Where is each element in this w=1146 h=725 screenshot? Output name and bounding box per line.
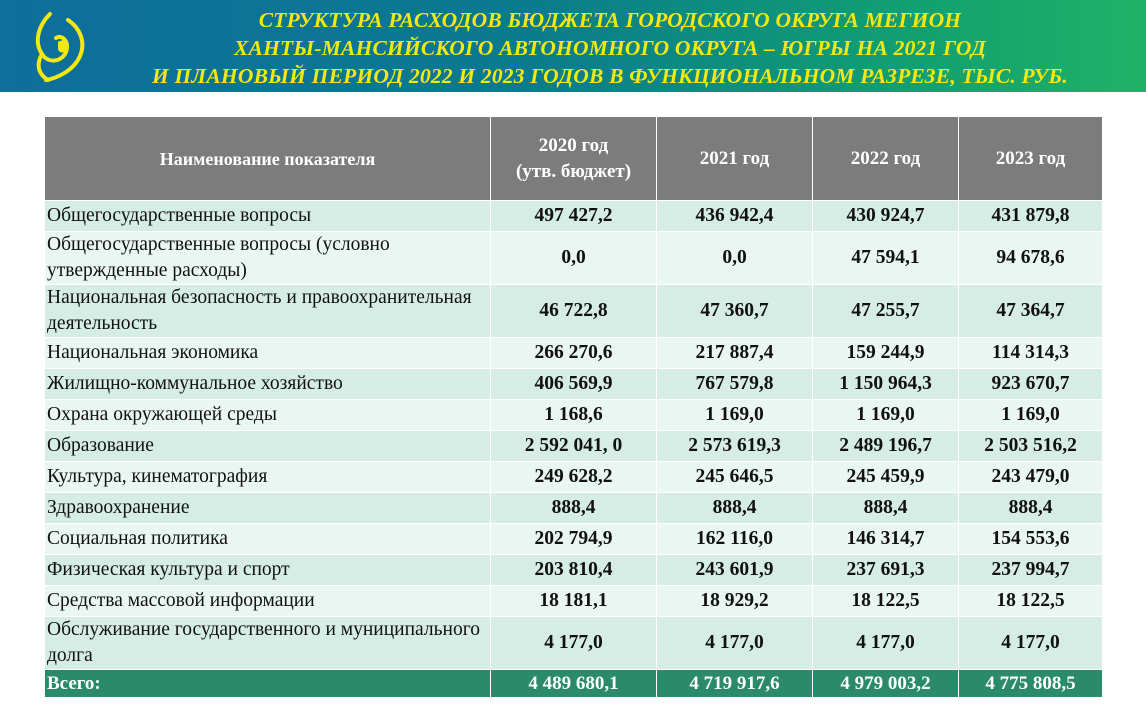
row-label: Жилищно-коммунальное хозяйство — [45, 369, 491, 400]
cell-2023: 431 879,8 — [959, 201, 1103, 232]
cell-2021: 162 116,0 — [657, 524, 813, 555]
row-label: Общегосударственные вопросы — [45, 201, 491, 232]
column-header-name: Наименование показателя — [45, 117, 491, 201]
cell-2023: 243 479,0 — [959, 462, 1103, 493]
column-header-2022: 2022 год — [813, 117, 959, 201]
row-label: Культура, кинематография — [45, 462, 491, 493]
cell-2020: 888,4 — [491, 493, 657, 524]
cell-2020: 4 177,0 — [491, 617, 657, 670]
total-2021: 4 719 917,6 — [657, 670, 813, 698]
cell-2020: 1 168,6 — [491, 400, 657, 431]
row-label: Общегосударственные вопросы (условно утвержденные расходы) — [45, 232, 491, 285]
cell-2022: 888,4 — [813, 493, 959, 524]
cell-2020: 497 427,2 — [491, 201, 657, 232]
row-label: Здравоохранение — [45, 493, 491, 524]
cell-2022: 245 459,9 — [813, 462, 959, 493]
cell-2023: 94 678,6 — [959, 232, 1103, 285]
column-header-2020-line1: 2020 год — [538, 134, 609, 156]
header-banner — [0, 0, 1146, 92]
cell-2022: 18 122,5 — [813, 586, 959, 617]
cell-2023: 154 553,6 — [959, 524, 1103, 555]
table-row — [45, 493, 1103, 524]
cell-2021: 245 646,5 — [657, 462, 813, 493]
cell-2023: 1 169,0 — [959, 400, 1103, 431]
table-row — [45, 524, 1103, 555]
table-row — [45, 232, 1103, 285]
cell-2023: 923 670,7 — [959, 369, 1103, 400]
cell-2021: 767 579,8 — [657, 369, 813, 400]
total-label: Всего: — [45, 670, 491, 698]
title-line: ХАНТЫ-МАНСИЙСКОГО АВТОНОМНОГО ОКРУГА – ЮГРЫ НА 2021 ГОД — [233, 36, 986, 60]
cell-2022: 47 255,7 — [813, 285, 959, 338]
total-2023: 4 775 808,5 — [959, 670, 1103, 698]
cell-2023: 888,4 — [959, 493, 1103, 524]
cell-2023: 237 994,7 — [959, 555, 1103, 586]
cell-2021: 436 942,4 — [657, 201, 813, 232]
table-row — [45, 201, 1103, 232]
cell-2021: 217 887,4 — [657, 338, 813, 369]
cell-2020: 18 181,1 — [491, 586, 657, 617]
table-row — [45, 555, 1103, 586]
table-header-row — [45, 117, 1103, 201]
row-label: Обслуживание государственного и муниципального долга — [45, 617, 491, 670]
row-label: Национальная экономика — [45, 338, 491, 369]
table-row — [45, 369, 1103, 400]
cell-2020: 2 592 041, 0 — [491, 431, 657, 462]
cell-2020: 266 270,6 — [491, 338, 657, 369]
column-header-2020-line2: (утв. бюджет) — [515, 160, 632, 182]
title-line: СТРУКТУРА РАСХОДОВ БЮДЖЕТА ГОРОДСКОГО ОКРУГА МЕГИОН — [258, 8, 962, 32]
cell-2020: 249 628,2 — [491, 462, 657, 493]
cell-2021: 243 601,9 — [657, 555, 813, 586]
cell-2022: 1 150 964,3 — [813, 369, 959, 400]
cell-2020: 406 569,9 — [491, 369, 657, 400]
cell-2020: 0,0 — [491, 232, 657, 285]
cell-2022: 1 169,0 — [813, 400, 959, 431]
cell-2023: 18 122,5 — [959, 586, 1103, 617]
column-header-2021: 2021 год — [657, 117, 813, 201]
table-row — [45, 431, 1103, 462]
table-row — [45, 462, 1103, 493]
total-2022: 4 979 003,2 — [813, 670, 959, 698]
table-row — [45, 617, 1103, 670]
row-label: Образование — [45, 431, 491, 462]
table-row — [45, 400, 1103, 431]
cell-2022: 2 489 196,7 — [813, 431, 959, 462]
table-row — [45, 285, 1103, 338]
cell-2022: 47 594,1 — [813, 232, 959, 285]
cell-2021: 888,4 — [657, 493, 813, 524]
cell-2021: 0,0 — [657, 232, 813, 285]
table-row — [45, 586, 1103, 617]
row-label: Средства массовой информации — [45, 586, 491, 617]
cell-2021: 47 360,7 — [657, 285, 813, 338]
cell-2020: 203 810,4 — [491, 555, 657, 586]
cell-2022: 237 691,3 — [813, 555, 959, 586]
cell-2022: 146 314,7 — [813, 524, 959, 555]
table-row — [45, 338, 1103, 369]
column-header-2020 — [491, 117, 657, 201]
total-2020: 4 489 680,1 — [491, 670, 657, 698]
cell-2021: 18 929,2 — [657, 586, 813, 617]
cell-2023: 114 314,3 — [959, 338, 1103, 369]
cell-2022: 159 244,9 — [813, 338, 959, 369]
cell-2021: 4 177,0 — [657, 617, 813, 670]
budget-table — [44, 116, 1103, 698]
total-row — [45, 670, 1103, 698]
cell-2022: 430 924,7 — [813, 201, 959, 232]
cell-2023: 4 177,0 — [959, 617, 1103, 670]
title-line: И ПЛАНОВЫЙ ПЕРИОД 2022 И 2023 ГОДОВ В ФУНКЦИОНАЛЬНОМ РАЗРЕЗЕ, ТЫС. РУБ. — [152, 64, 1068, 88]
cell-2023: 47 364,7 — [959, 285, 1103, 338]
column-header-2023: 2023 год — [959, 117, 1103, 201]
row-label: Физическая культура и спорт — [45, 555, 491, 586]
city-emblem-icon — [28, 8, 92, 86]
cell-2021: 2 573 619,3 — [657, 431, 813, 462]
cell-2023: 2 503 516,2 — [959, 431, 1103, 462]
row-label: Охрана окружающей среды — [45, 400, 491, 431]
row-label: Социальная политика — [45, 524, 491, 555]
row-label: Национальная безопасность и правоохранительная деятельность — [45, 285, 491, 338]
cell-2020: 46 722,8 — [491, 285, 657, 338]
cell-2021: 1 169,0 — [657, 400, 813, 431]
page-title — [90, 6, 1130, 90]
cell-2020: 202 794,9 — [491, 524, 657, 555]
cell-2022: 4 177,0 — [813, 617, 959, 670]
